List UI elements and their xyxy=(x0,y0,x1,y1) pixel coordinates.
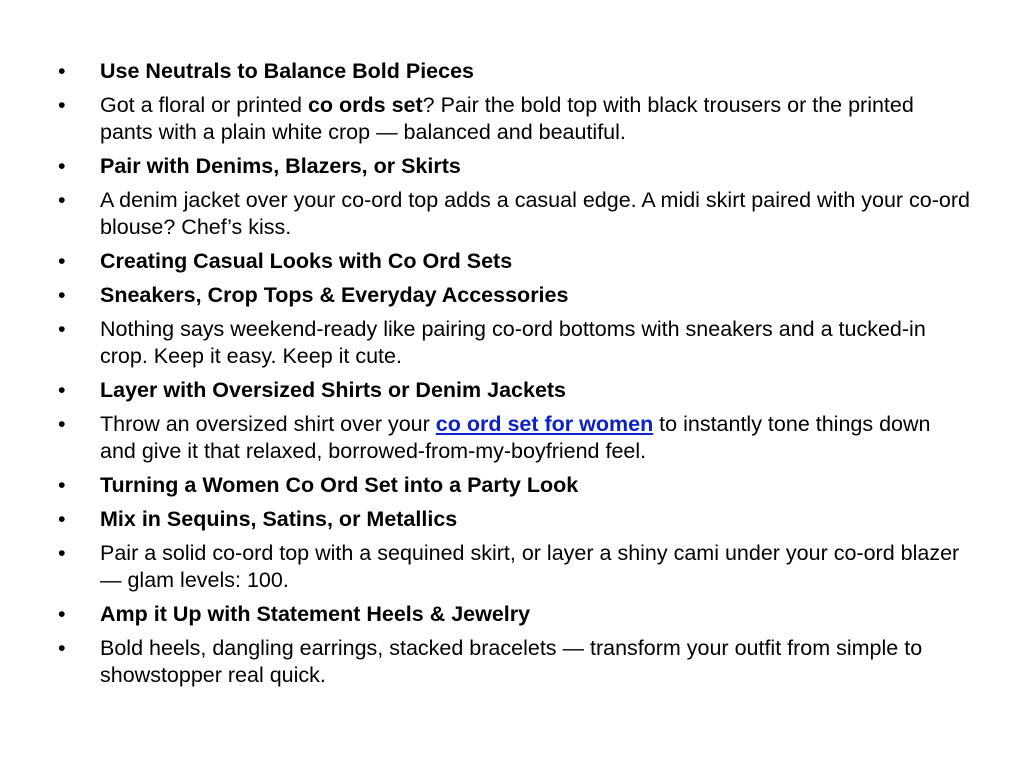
co-ord-set-link[interactable]: co ord set for women xyxy=(435,412,654,436)
list-item-heading xyxy=(58,282,970,309)
bullet-icon: • xyxy=(58,154,66,178)
list-item-heading xyxy=(58,506,970,533)
list-item-heading xyxy=(58,153,970,180)
text-segment: Got a floral or printed xyxy=(100,93,308,117)
heading-text: Use Neutrals to Balance Bold Pieces xyxy=(100,59,475,83)
list-item-heading xyxy=(58,58,970,85)
heading-text: Pair with Denims, Blazers, or Skirts xyxy=(100,154,461,178)
heading-text: Layer with Oversized Shirts or Denim Jackets xyxy=(100,378,567,402)
list-item xyxy=(58,187,970,241)
heading-text: Mix in Sequins, Satins, or Metallics xyxy=(100,507,458,531)
bullet-icon: • xyxy=(58,378,66,402)
heading-text: Creating Casual Looks with Co Ord Sets xyxy=(100,249,513,273)
body-text: Nothing says weekend-ready like pairing co-ord bottoms with sneakers and a tucked-in crop. Keep it easy. Keep it cute. xyxy=(100,317,926,368)
bullet-icon: • xyxy=(58,93,66,117)
list-item-heading xyxy=(58,377,970,404)
body-text xyxy=(100,412,931,463)
body-text xyxy=(100,93,914,144)
bullet-icon: • xyxy=(58,317,66,341)
bold-keyword: co ords set xyxy=(307,93,423,117)
bullet-icon: • xyxy=(58,249,66,273)
body-text: A denim jacket over your co-ord top adds a casual edge. A midi skirt paired with your co-ord blouse? Chef’s kiss. xyxy=(100,188,970,239)
text-segment: ? Pair the bold top with black trousers or the printed pants with a plain white crop — balanced and beautiful. xyxy=(100,93,914,144)
body-text: Pair a solid co-ord top with a sequined skirt, or layer a shiny cami under your co-ord blazer — glam levels: 100. xyxy=(100,541,960,592)
bullet-icon: • xyxy=(58,59,66,83)
list-item xyxy=(58,411,970,465)
list-item xyxy=(58,540,970,594)
text-segment: to instantly tone things down and give it that relaxed, borrowed-from-my-boyfriend feel. xyxy=(100,412,931,463)
heading-text: Turning a Women Co Ord Set into a Party Look xyxy=(100,473,579,497)
bullet-icon: • xyxy=(58,283,66,307)
bullet-icon: • xyxy=(58,636,66,660)
bullet-icon: • xyxy=(58,473,66,497)
heading-text: Amp it Up with Statement Heels & Jewelry xyxy=(100,602,531,626)
list-item-heading xyxy=(58,248,970,275)
list-item xyxy=(58,635,970,689)
body-text: Bold heels, dangling earrings, stacked bracelets — transform your outfit from simple to showstopper real quick. xyxy=(100,636,923,687)
list-item xyxy=(58,92,970,146)
bullet-list xyxy=(58,58,970,696)
bullet-icon: • xyxy=(58,412,66,436)
list-item xyxy=(58,316,970,370)
list-item-heading xyxy=(58,601,970,628)
heading-text: Sneakers, Crop Tops & Everyday Accessories xyxy=(100,283,569,307)
text-segment: Throw an oversized shirt over your xyxy=(100,412,436,436)
bullet-icon: • xyxy=(58,507,66,531)
bullet-icon: • xyxy=(58,541,66,565)
bullet-icon: • xyxy=(58,188,66,212)
list-item-heading xyxy=(58,472,970,499)
bullet-icon: • xyxy=(58,602,66,626)
